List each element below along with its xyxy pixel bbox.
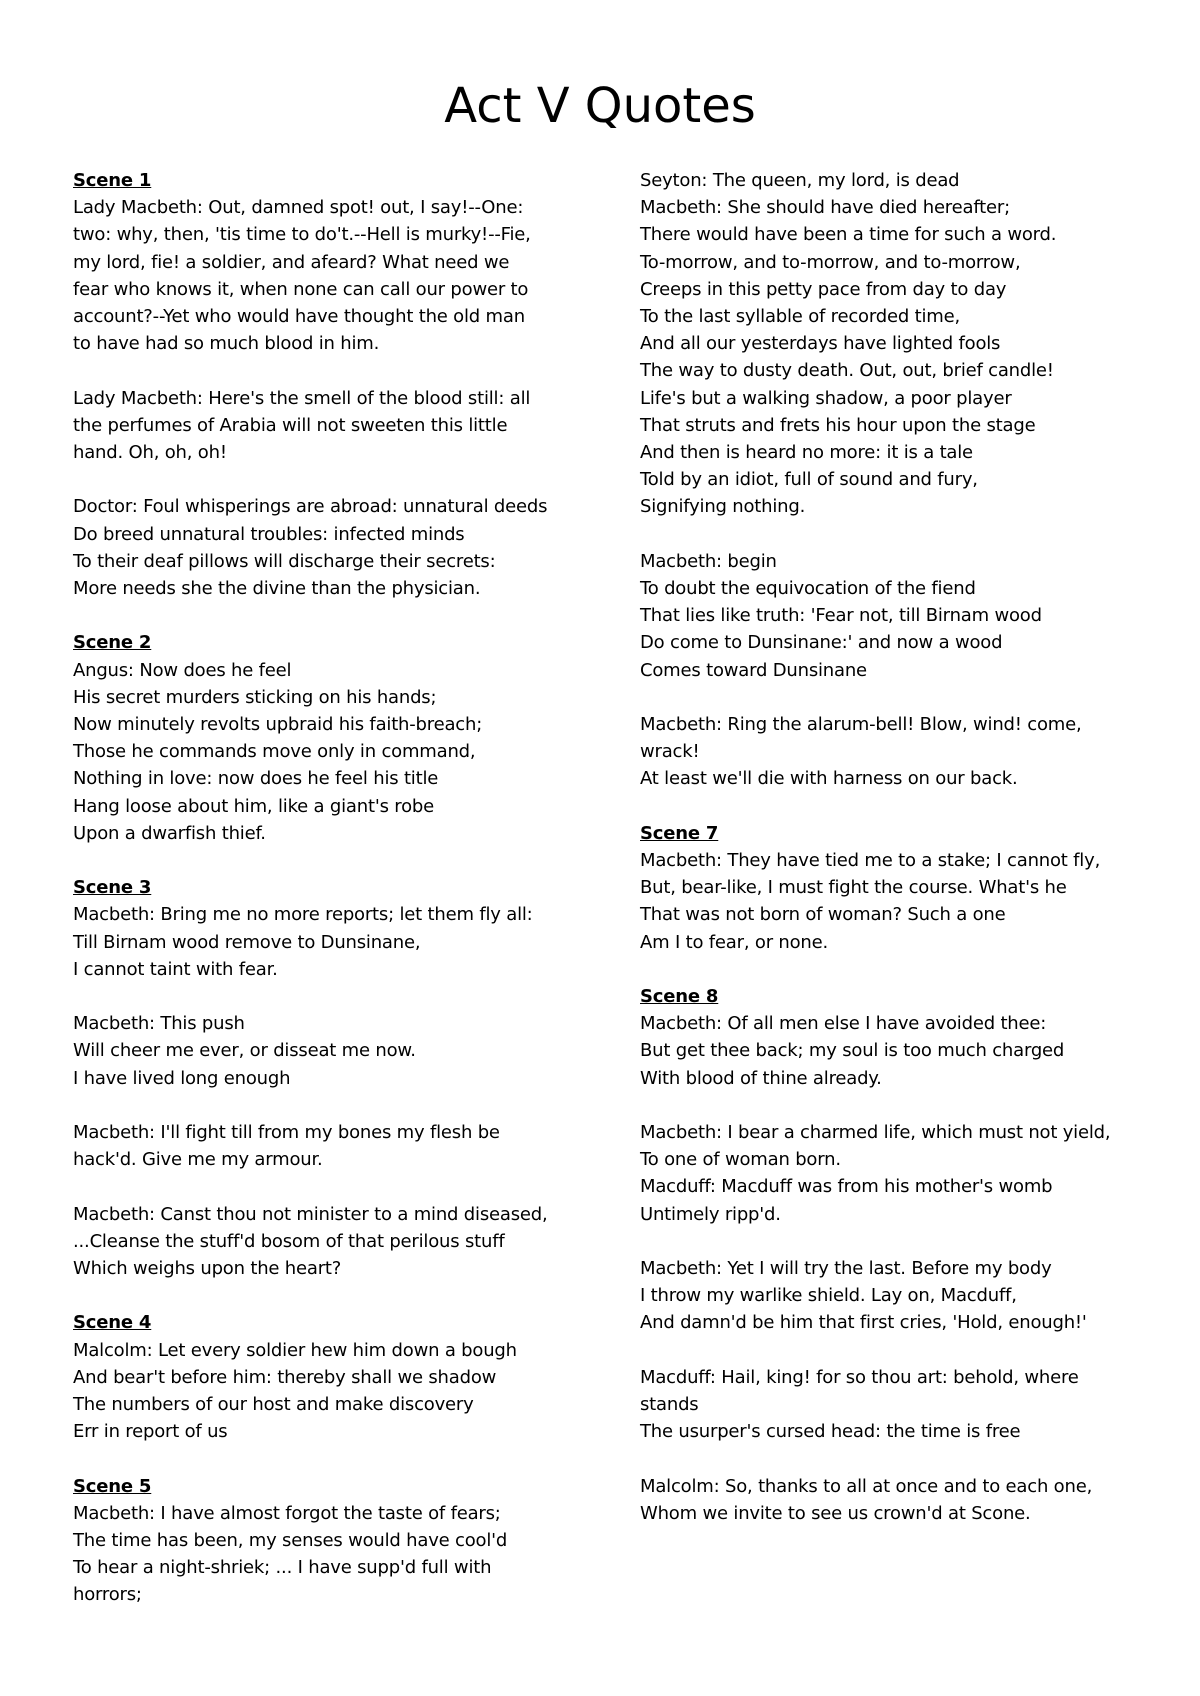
quote-line: Malcolm: Let every soldier hew him down a bough — [73, 1339, 517, 1361]
paragraph-gap — [640, 684, 1160, 711]
quote-line: The time has been, my senses would have cool'd — [73, 1530, 508, 1552]
quote-line: And damn'd be him that first cries, 'Hold, enough!' — [640, 1312, 1087, 1334]
quote-line: To doubt the equivocation of the fiend — [640, 578, 976, 600]
quote-line: Macbeth: This push — [73, 1013, 245, 1035]
paragraph-gap — [73, 357, 593, 384]
quote-line: Comes toward Dunsinane — [640, 659, 867, 681]
paragraph-gap — [73, 466, 593, 493]
quote-line: Am I to fear, or none. — [640, 931, 829, 953]
scene-heading: Scene 1 — [73, 170, 152, 191]
quote-line: Creeps in this petty pace from day to day — [640, 278, 1007, 300]
quote-line: And bear't before him: thereby shall we shadow — [73, 1366, 497, 1388]
paragraph-gap — [640, 1445, 1160, 1472]
quote-line: To-morrow, and to-morrow, and to-morrow, — [640, 251, 1021, 273]
quote-line: Err in report of us — [73, 1421, 228, 1443]
quote-line: Macduff: Macduff was from his mother's womb — [640, 1176, 1053, 1198]
quote-line: Nothing in love: now does he feel his title — [73, 768, 439, 790]
quote-line: Now minutely revolts upbraid his faith-breach; — [73, 714, 483, 736]
quote-line: That struts and frets his hour upon the stage — [640, 414, 1036, 436]
quote-line: Hang loose about him, like a giant's robe — [73, 795, 434, 817]
quote-line: That was not born of woman? Such a one — [640, 904, 1006, 926]
quote-line: ...Cleanse the stuff'd bosom of that perilous stuff — [73, 1230, 505, 1252]
quote-line: Macbeth: Bring me no more reports; let them fly all: — [73, 904, 533, 926]
quote-line: The usurper's cursed head: the time is free — [640, 1421, 1021, 1443]
quote-line: Which weighs upon the heart? — [73, 1258, 342, 1280]
paragraph-gap — [73, 1092, 593, 1119]
quote-line: With blood of thine already. — [640, 1067, 882, 1089]
quote-line: To hear a night-shriek; ... I have supp'd full with — [73, 1557, 492, 1579]
paragraph-gap — [640, 1092, 1160, 1119]
quote-line: His secret murders sticking on his hands; — [73, 686, 437, 708]
quote-line: Macbeth: She should have died hereafter; — [640, 197, 1010, 219]
quote-line: the perfumes of Arabia will not sweeten this little — [73, 414, 508, 436]
paragraph-gap — [640, 521, 1160, 548]
quote-line: Macbeth: Ring the alarum-bell! Blow, wind! come, — [640, 714, 1082, 736]
quote-line: Lady Macbeth: Out, damned spot! out, I say!--One: — [73, 197, 524, 219]
quote-line: Signifying nothing. — [640, 496, 806, 518]
quote-line: Do come to Dunsinane:' and now a wood — [640, 632, 1003, 654]
quote-line: account?--Yet who would have thought the old man — [73, 306, 525, 328]
quote-line: I cannot taint with fear. — [73, 958, 278, 980]
paragraph-gap — [640, 1337, 1160, 1364]
quote-line: But, bear-like, I must fight the course. What's he — [640, 877, 1067, 899]
paragraph-gap — [73, 602, 593, 629]
quote-line: Till Birnam wood remove to Dunsinane, — [73, 931, 421, 953]
quote-line: I throw my warlike shield. Lay on, Macduff, — [640, 1285, 1017, 1307]
quote-line: two: why, then, 'tis time to do't.--Hell is murky!--Fie, — [73, 224, 531, 246]
quote-line: Do breed unnatural troubles: infected minds — [73, 523, 465, 545]
paragraph-gap — [640, 956, 1160, 983]
quote-line: That lies like truth: 'Fear not, till Birnam wood — [640, 605, 1042, 627]
paragraph-gap — [73, 847, 593, 874]
quote-line: More needs she the divine than the physician. — [73, 578, 481, 600]
quote-line: I have lived long enough — [73, 1067, 291, 1089]
quote-line: Macbeth: begin — [640, 550, 777, 572]
quote-line: Lady Macbeth: Here's the smell of the blood still: all — [73, 387, 531, 409]
quote-line: Told by an idiot, full of sound and fury, — [640, 469, 978, 491]
quote-line: Macbeth: Of all men else I have avoided thee: — [640, 1013, 1047, 1035]
quote-line: The way to dusty death. Out, out, brief candle! — [640, 360, 1054, 382]
quote-line: horrors; — [73, 1584, 142, 1606]
paragraph-gap — [640, 793, 1160, 820]
quote-line: Angus: Now does he feel — [73, 659, 292, 681]
scene-heading: Scene 7 — [640, 822, 719, 844]
quote-line: Macbeth: Yet I will try the last. Before my body — [640, 1258, 1052, 1280]
paragraph-gap — [73, 1173, 593, 1200]
quote-line: Will cheer me ever, or disseat me now. — [73, 1040, 416, 1062]
quote-line: to have had so much blood in him. — [73, 333, 380, 355]
quote-line: Macbeth: I have almost forgot the taste of fears; — [73, 1502, 501, 1524]
quote-line: There would have been a time for such a word. — [640, 224, 1057, 246]
quote-line: hand. Oh, oh, oh! — [73, 442, 227, 464]
quote-line: To one of woman born. — [640, 1149, 841, 1171]
quote-line: To their deaf pillows will discharge their secrets: — [73, 550, 496, 572]
scene-heading: Scene 2 — [73, 632, 152, 654]
quote-line: And all our yesterdays have lighted fools — [640, 333, 1001, 355]
quote-line: Macbeth: Canst thou not minister to a mind diseased, — [73, 1203, 548, 1225]
quote-line: Life's but a walking shadow, a poor player — [640, 387, 1012, 409]
quote-line: Macduff: Hail, king! for so thou art: behold, where — [640, 1366, 1079, 1388]
quote-line: Upon a dwarfish thief. — [73, 822, 266, 844]
quote-line: my lord, fie! a soldier, and afeard? What need we — [73, 251, 510, 273]
quote-line: Doctor: Foul whisperings are abroad: unnatural deeds — [73, 496, 548, 518]
quote-line: But get thee back; my soul is too much charged — [640, 1040, 1065, 1062]
quote-line: At least we'll die with harness on our back. — [640, 768, 1018, 790]
quote-line: Macbeth: They have tied me to a stake; I cannot fly, — [640, 850, 1101, 872]
quote-line: Seyton: The queen, my lord, is dead — [640, 170, 960, 191]
quote-line: And then is heard no more: it is a tale — [640, 442, 973, 464]
quote-line: fear who knows it, when none can call our power to — [73, 278, 529, 300]
quote-line: stands — [640, 1394, 699, 1416]
quote-line: Those he commands move only in command, — [73, 741, 476, 763]
right-column — [640, 167, 1160, 1527]
paragraph-gap — [73, 1445, 593, 1472]
scene-heading: Scene 3 — [73, 877, 152, 899]
quote-line: wrack! — [640, 741, 700, 763]
quote-line: Macbeth: I'll fight till from my bones my flesh be — [73, 1122, 500, 1144]
quote-line: The numbers of our host and make discovery — [73, 1394, 474, 1416]
scene-heading: Scene 4 — [73, 1312, 152, 1334]
quote-line: Macbeth: I bear a charmed life, which must not yield, — [640, 1122, 1111, 1144]
left-column — [73, 167, 593, 1609]
quote-line: hack'd. Give me my armour. — [73, 1149, 323, 1171]
paragraph-gap — [73, 1282, 593, 1309]
paragraph-gap — [640, 1228, 1160, 1255]
scene-heading: Scene 5 — [73, 1475, 152, 1497]
quote-line: Whom we invite to see us crown'd at Scone. — [640, 1502, 1031, 1524]
quote-line: Malcolm: So, thanks to all at once and to each one, — [640, 1475, 1093, 1497]
paragraph-gap — [73, 983, 593, 1010]
quote-line: To the last syllable of recorded time, — [640, 306, 960, 328]
quote-line: Untimely ripp'd. — [640, 1203, 781, 1225]
page-title: Act V Quotes — [444, 78, 756, 134]
scene-heading: Scene 8 — [640, 986, 719, 1008]
